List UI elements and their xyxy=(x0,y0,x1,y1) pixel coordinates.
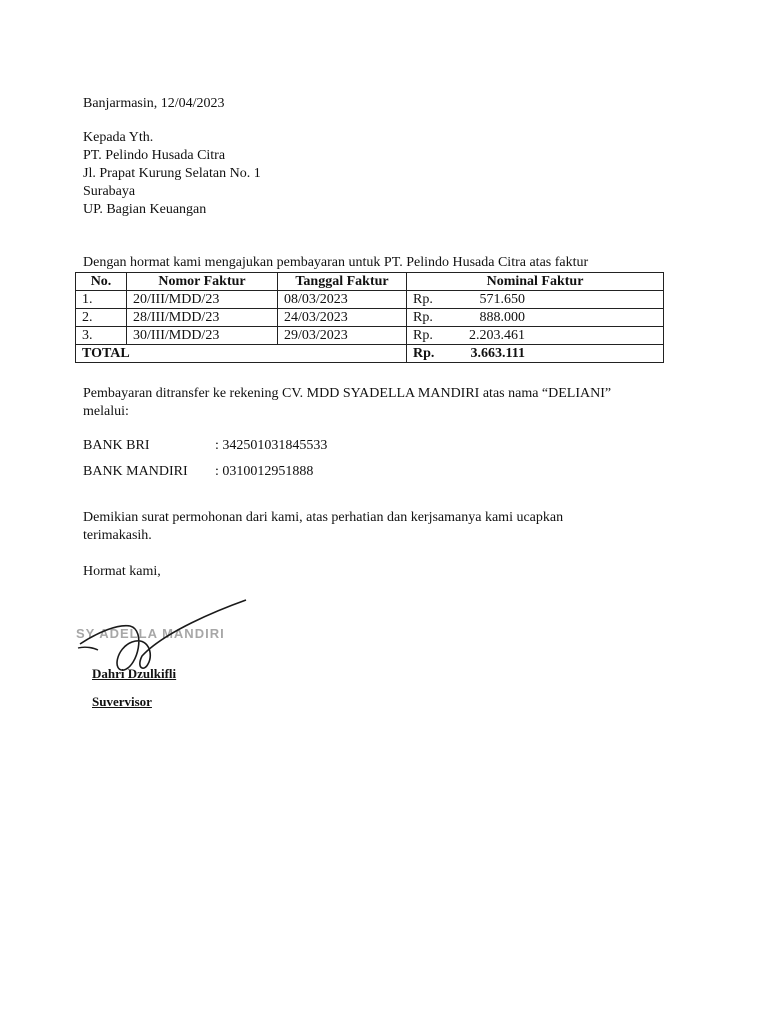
currency-label: Rp. xyxy=(413,310,433,325)
invoice-table xyxy=(75,272,664,363)
recipient-address: Jl. Prapat Kurung Selatan No. 1 xyxy=(83,166,261,181)
currency-label: Rp. xyxy=(413,346,435,361)
cell-no: 3. xyxy=(76,327,127,345)
table-row xyxy=(76,327,664,345)
transfer-line-1: Pembayaran ditransfer ke rekening CV. MDD SYADELLA MANDIRI atas nama “DELIANI” xyxy=(83,386,612,401)
amount-value: 571.650 xyxy=(479,292,525,307)
total-nominal xyxy=(407,345,664,363)
recipient-attention: UP. Bagian Keuangan xyxy=(83,202,207,217)
total-row xyxy=(76,345,664,363)
table-row xyxy=(76,291,664,309)
recipient-city: Surabaya xyxy=(83,184,136,199)
cell-nomor: 28/III/MDD/23 xyxy=(127,309,278,327)
cell-nominal xyxy=(407,327,664,345)
place-date: Banjarmasin, 12/04/2023 xyxy=(83,96,225,111)
cell-nomor: 30/III/MDD/23 xyxy=(127,327,278,345)
svg-text:SY ADELLA MANDIRI: SY ADELLA MANDIRI xyxy=(76,626,225,641)
closing-line-2: terimakasih. xyxy=(83,528,152,543)
cell-nominal xyxy=(407,291,664,309)
total-amount-value: 3.663.111 xyxy=(470,346,525,361)
bank-account: : 342501031845533 xyxy=(215,438,328,453)
amount-value: 2.203.461 xyxy=(469,328,525,343)
currency-label: Rp. xyxy=(413,328,433,343)
cell-no: 1. xyxy=(76,291,127,309)
bank-name: BANK MANDIRI xyxy=(83,464,188,479)
signatory-title: Suvervisor xyxy=(92,694,152,709)
total-label: TOTAL xyxy=(76,345,407,363)
cell-no: 2. xyxy=(76,309,127,327)
intro-text: Dengan hormat kami mengajukan pembayaran untuk PT. Pelindo Husada Citra atas faktur xyxy=(83,255,589,270)
table-header-row xyxy=(76,273,664,291)
signatory-name: Dahri Dzulkifli xyxy=(92,666,177,681)
cell-nominal xyxy=(407,309,664,327)
recipient-company: PT. Pelindo Husada Citra xyxy=(83,148,226,163)
bank-name: BANK BRI xyxy=(83,438,150,453)
regards-text: Hormat kami, xyxy=(83,564,161,579)
transfer-line-2: melalui: xyxy=(83,404,129,419)
header-tanggal-faktur: Tanggal Faktur xyxy=(278,273,407,291)
header-nominal-faktur: Nominal Faktur xyxy=(407,273,664,291)
cell-tanggal: 29/03/2023 xyxy=(278,327,407,345)
closing-line-1: Demikian surat permohonan dari kami, atas perhatian dan kerjsamanya kami ucapkan xyxy=(83,510,564,525)
header-no: No. xyxy=(76,273,127,291)
bank-bri-row xyxy=(83,437,327,455)
cell-tanggal: 08/03/2023 xyxy=(278,291,407,309)
recipient-salutation: Kepada Yth. xyxy=(83,130,154,145)
cell-nomor: 20/III/MDD/23 xyxy=(127,291,278,309)
bank-mandiri-row xyxy=(83,463,313,481)
header-nomor-faktur: Nomor Faktur xyxy=(127,273,278,291)
currency-label: Rp. xyxy=(413,292,433,307)
amount-value: 888.000 xyxy=(479,310,525,325)
table-row xyxy=(76,309,664,327)
cell-tanggal: 24/03/2023 xyxy=(278,309,407,327)
bank-account: : 0310012951888 xyxy=(215,464,314,479)
